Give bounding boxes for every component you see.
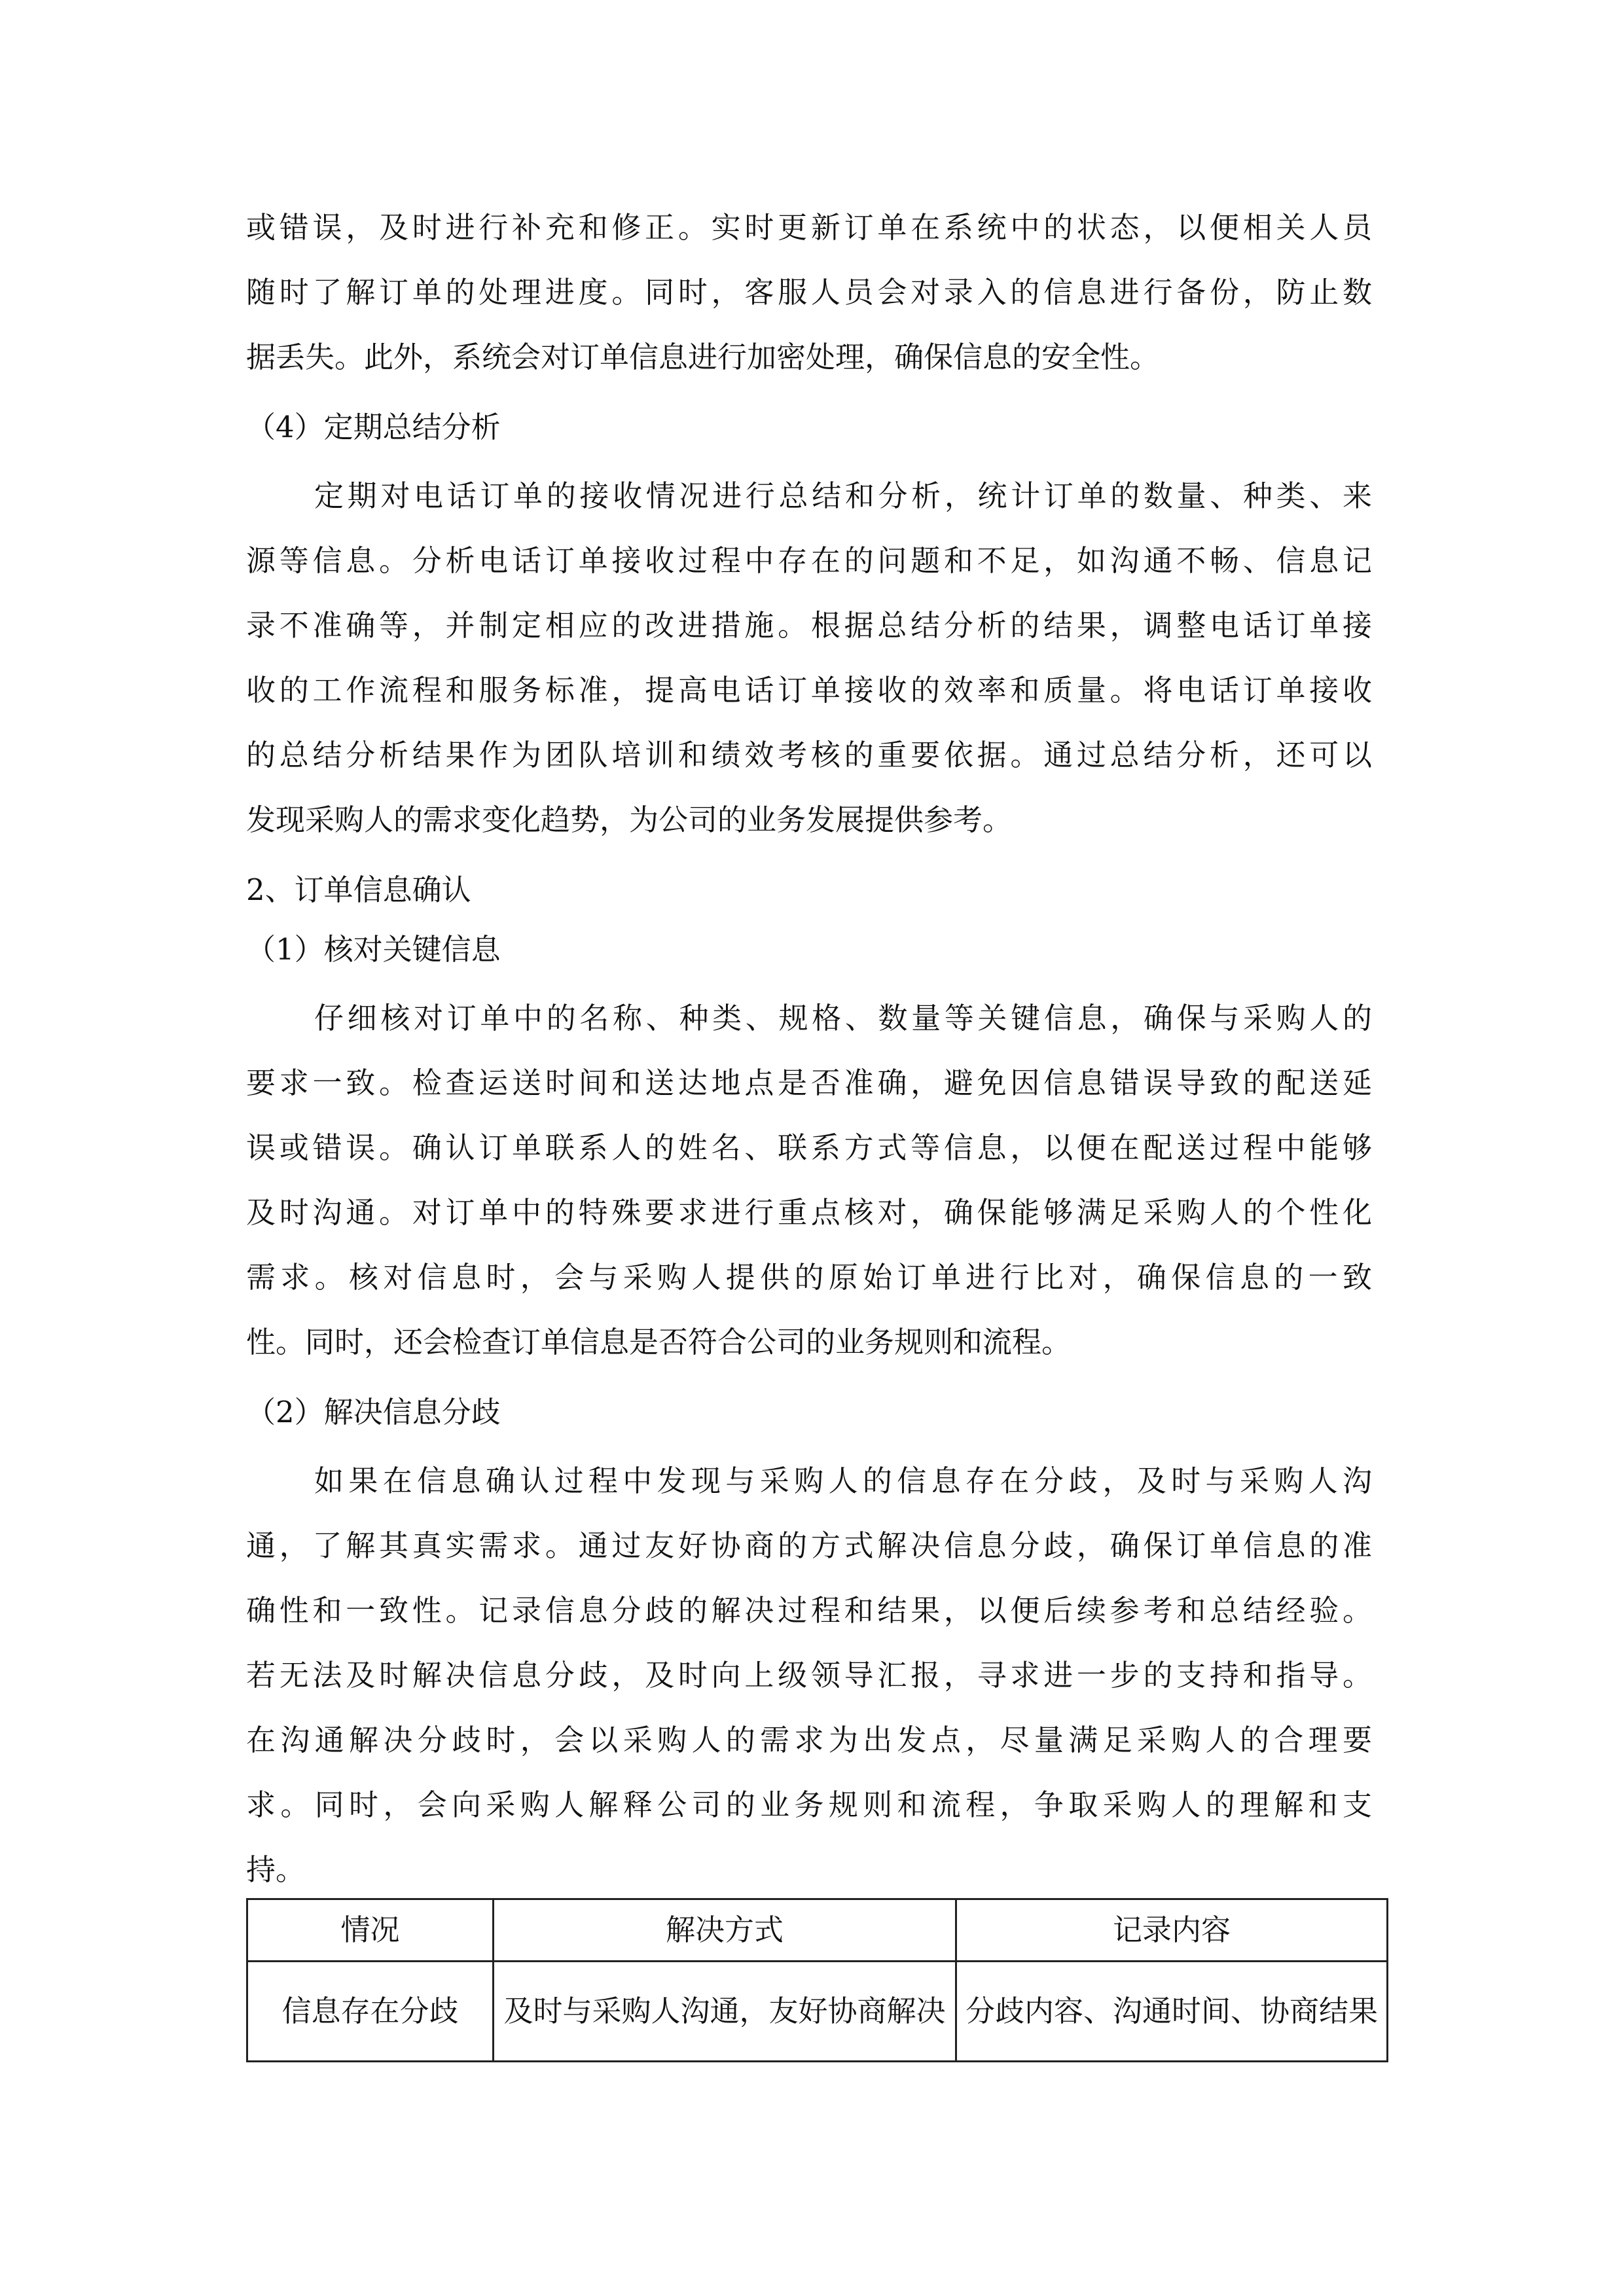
text-line: 求。同时，会向采购人解释公司的业务规则和流程，争取采购人的理解和支 [246,1787,1372,1822]
text-line: 的总结分析结果作为团队培训和绩效考核的重要依据。通过总结分析，还可以 [246,738,1372,772]
section-heading-2: 2、订单信息确认 [246,872,471,907]
text-line: 需求。核对信息时，会与采购人提供的原始订单进行比对，确保信息的一致 [246,1260,1372,1295]
text-line: 据丢失。此外，系统会对订单信息进行加密处理，确保信息的安全性。 [246,340,1160,374]
text-line: 要求一致。检查运送时间和送达地点是否准确，避免因信息错误导致的配送延 [246,1066,1372,1100]
subheading-2: （2）解决信息分歧 [246,1395,501,1429]
table-row [247,1962,1388,2062]
paragraph [246,463,1372,852]
subheading-4: （4）定期总结分析 [246,410,501,444]
text-line: 通，了解其真实需求。通过友好协商的方式解决信息分歧，确保订单信息的准 [246,1528,1372,1563]
header-cell: 情况 [247,1899,494,1962]
text-line: 发现采购人的需求变化趋势，为公司的业务发展提供参考。 [246,802,1013,837]
paragraph [246,195,1372,389]
text-line: 在沟通解决分歧时，会以采购人的需求为出发点，尽量满足采购人的合理要 [246,1723,1372,1757]
table-cell: 及时与采购人沟通，友好协商解决 [494,1962,956,2062]
text-line: 随时了解订单的处理进度。同时，客服人员会对录入的信息进行备份，防止数 [246,275,1372,310]
text-line: 仔细核对订单中的名称、种类、规格、数量等关键信息，确保与采购人的 [314,1001,1372,1035]
text-line: 若无法及时解决信息分歧，及时向上级领导汇报，寻求进一步的支持和指导。 [246,1658,1372,1693]
text-line: 录不准确等，并制定相应的改进措施。根据总结分析的结果，调整电话订单接 [246,608,1372,643]
text-line: 收的工作流程和服务标准，提高电话订单接收的效率和质量。将电话订单接收 [246,673,1372,708]
text-line: 误或错误。确认订单联系人的姓名、联系方式等信息，以便在配送过程中能够 [246,1130,1372,1165]
header-cell: 记录内容 [956,1899,1388,1962]
text-line: 及时沟通。对订单中的特殊要求进行重点核对，确保能够满足采购人的个性化 [246,1195,1372,1230]
text-line: 持。 [246,1852,306,1887]
table-cell: 信息存在分歧 [247,1962,494,2062]
text-line: 或错误，及时进行补充和修正。实时更新订单在系统中的状态，以便相关人员 [246,210,1372,245]
document-body [246,195,1372,1902]
header-cell: 解决方式 [494,1899,956,1962]
subheading-1: （1）核对关键信息 [246,932,501,967]
text-line: 如果在信息确认过程中发现与采购人的信息存在分歧，及时与采购人沟 [314,1463,1372,1498]
table-header-row [247,1899,1388,1962]
text-line: 源等信息。分析电话订单接收过程中存在的问题和不足，如沟通不畅、信息记 [246,543,1372,578]
paragraph [246,986,1372,1374]
table-cell: 分歧内容、沟通时间、协商结果 [956,1962,1388,2062]
text-line: 定期对电话订单的接收情况进行总结和分析，统计订单的数量、种类、来 [314,478,1372,513]
paragraph [246,1448,1372,1902]
text-line: 确性和一致性。记录信息分歧的解决过程和结果，以便后续参考和总结经验。 [246,1593,1372,1628]
resolution-table [246,1898,1388,2062]
text-line: 性。同时，还会检查订单信息是否符合公司的业务规则和流程。 [246,1325,1072,1359]
